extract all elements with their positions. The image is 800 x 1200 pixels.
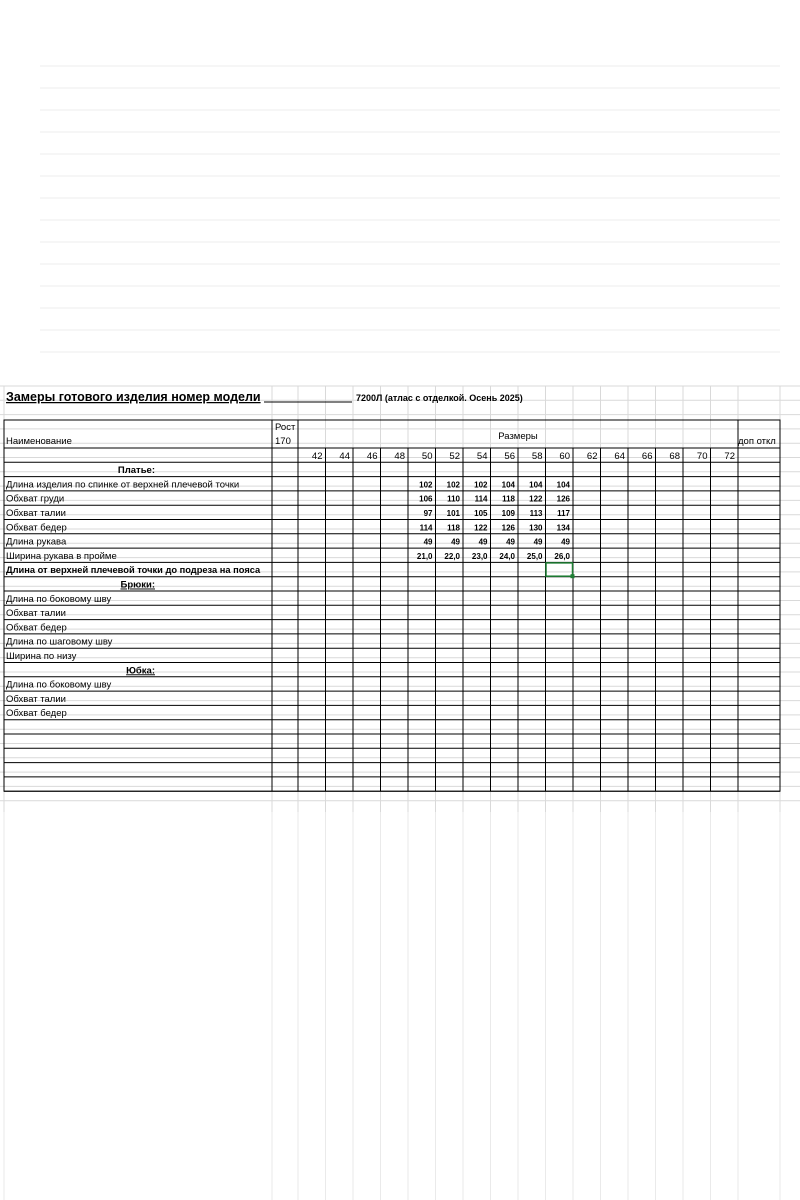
size-label-46: 46 — [366, 451, 378, 462]
row-label: Длина изделия по спинке от верхней плечевой точки — [6, 479, 240, 491]
cell-value: 104 — [529, 480, 543, 490]
cell-value: 114 — [474, 494, 488, 504]
cell-value: 126 — [556, 494, 570, 504]
cell-value: 109 — [501, 509, 515, 518]
cell-value: 130 — [529, 523, 543, 533]
size-label-72: 72 — [724, 451, 735, 462]
cell-value: 122 — [529, 494, 543, 504]
row-label: Обхват груди — [6, 493, 65, 505]
size-label-68: 68 — [669, 451, 680, 462]
row-label: Обхват талии — [6, 508, 66, 519]
cell-value: 114 — [419, 523, 433, 533]
faint-scan-grid — [40, 66, 780, 352]
cell-value: 21,0 — [416, 551, 433, 561]
row-label: Длина по шаговому шву — [6, 636, 113, 648]
row-label: Обхват талии — [6, 608, 66, 620]
size-label-48: 48 — [394, 451, 405, 462]
cell-value: 97 — [423, 509, 433, 518]
cell-value: 49 — [506, 537, 515, 547]
cell-value: 49 — [423, 537, 433, 547]
cell-value: 49 — [451, 537, 460, 547]
size-label-62: 62 — [586, 451, 598, 462]
section-header: Брюки: — [120, 579, 155, 591]
row-label: Ширина по низу — [6, 651, 77, 662]
cell-value: 49 — [561, 537, 570, 547]
cell-value: 106 — [419, 494, 433, 504]
row-label: Длина по боковому шву — [6, 593, 112, 605]
cell-value: 26,0 — [554, 551, 570, 561]
size-label-52: 52 — [449, 451, 460, 462]
cell-value: 104 — [501, 480, 515, 490]
cell-value: 122 — [474, 523, 488, 533]
cell-value: 126 — [501, 523, 515, 533]
size-label-64: 64 — [614, 451, 625, 462]
size-label-50: 50 — [421, 451, 433, 462]
cell-value: 104 — [556, 480, 570, 490]
selected-cell[interactable] — [546, 563, 573, 576]
row-label: Ширина рукава в пройме — [6, 550, 117, 562]
name-column-header: Наименование — [6, 436, 72, 447]
cell-value: 102 — [446, 480, 460, 490]
cell-value: 23,0 — [471, 551, 488, 561]
cell-value: 25,0 — [526, 551, 543, 561]
row-label-bold: Длина от верхней плечевой точки до подреза на пояса — [6, 565, 261, 576]
sizes-header: Размеры — [498, 431, 538, 442]
size-label-44: 44 — [339, 451, 350, 462]
cell-value: 24,0 — [499, 551, 515, 561]
row-label: Длина рукава — [6, 536, 67, 548]
size-label-66: 66 — [641, 451, 653, 462]
cell-value: 49 — [533, 537, 543, 547]
measurement-table — [4, 420, 780, 791]
rost-value: 170 — [275, 436, 291, 447]
sheet-title: Замеры готового изделия номер модели — [6, 390, 261, 404]
row-label: Обхват талии — [6, 693, 66, 705]
model-number: 7200Л (атлас с отделкой. Осень 2025) — [356, 393, 523, 403]
row-label: Обхват бедер — [6, 522, 67, 534]
size-label-56: 56 — [504, 451, 515, 462]
cell-value: 110 — [447, 494, 460, 504]
row-label: Длина по боковому шву — [6, 679, 112, 691]
section-header: Платье: — [117, 465, 155, 477]
size-label-58: 58 — [531, 451, 543, 462]
size-label-70: 70 — [696, 451, 708, 462]
cell-value: 118 — [447, 523, 460, 533]
cell-value: 49 — [478, 537, 488, 547]
dop-otkl-header: доп откл — [738, 436, 776, 447]
row-label: Обхват бедер — [6, 708, 67, 720]
row-label: Обхват бедер — [6, 622, 67, 634]
fill-handle[interactable] — [571, 574, 575, 578]
size-label-60: 60 — [559, 451, 570, 462]
cell-value: 102 — [419, 480, 433, 490]
cell-value: 102 — [474, 480, 488, 490]
cell-value: 134 — [556, 523, 570, 533]
background-gridlines — [0, 386, 800, 1200]
size-label-54: 54 — [476, 451, 488, 462]
section-header: Юбка: — [126, 665, 155, 677]
cell-value: 117 — [557, 509, 570, 518]
rost-label: Рост — [275, 422, 296, 433]
cell-value: 101 — [446, 509, 460, 518]
cell-value: 118 — [502, 494, 515, 504]
cell-value: 22,0 — [444, 551, 460, 561]
size-label-42: 42 — [311, 451, 323, 462]
cell-value: 113 — [529, 509, 543, 518]
cell-value: 105 — [474, 509, 488, 518]
